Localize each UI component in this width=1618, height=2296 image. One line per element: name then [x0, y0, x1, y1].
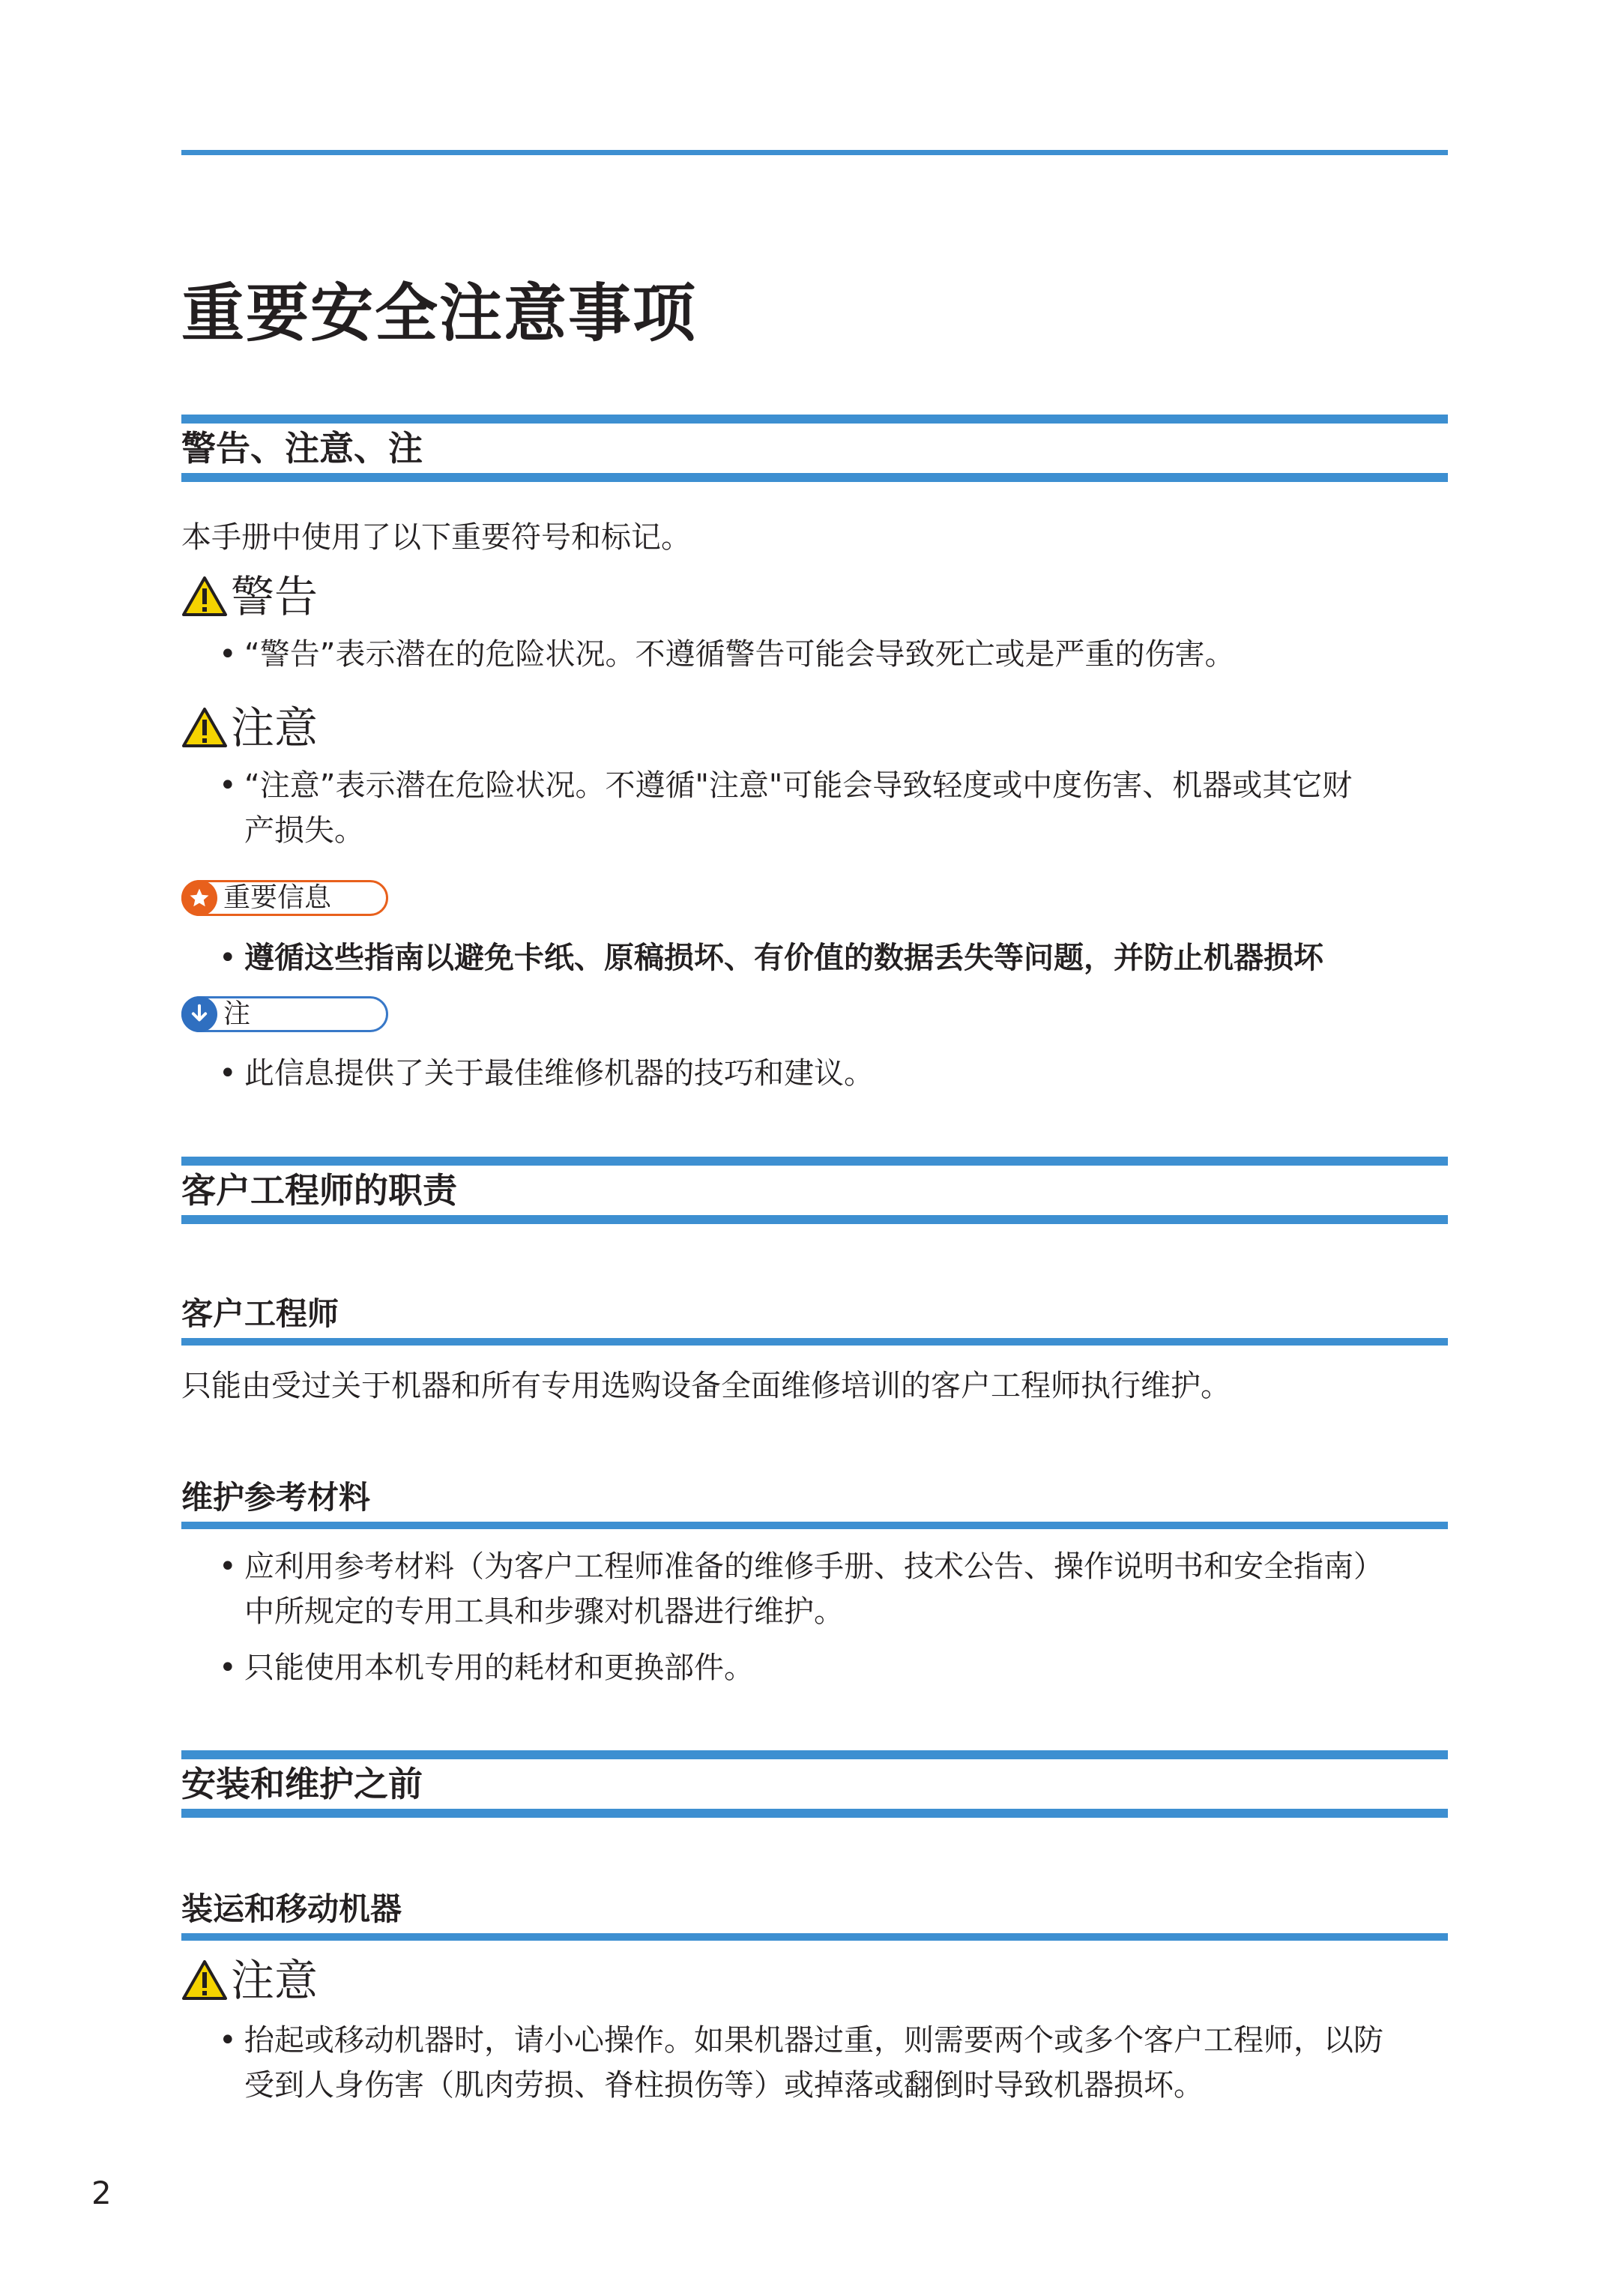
- subsection-title: 装运和移动机器: [181, 1890, 402, 1927]
- list-item: [219, 935, 1448, 980]
- page-number: 2: [91, 2175, 112, 2211]
- important-badge: [181, 880, 388, 916]
- bullet-dot: •: [219, 637, 237, 672]
- list-item: [219, 1645, 1448, 1690]
- subsection-rule: [181, 1522, 1448, 1529]
- page-title: 重要安全注意事项: [181, 277, 698, 350]
- arrow-down-icon: [181, 996, 217, 1032]
- important-label: 重要信息: [223, 882, 332, 913]
- list-item: [219, 632, 1448, 677]
- section-rule-bottom: [181, 1809, 1448, 1818]
- section-title: 客户工程师的职责: [181, 1170, 457, 1211]
- subsection-rule: [181, 1933, 1448, 1941]
- caution-label: 注意: [231, 1955, 319, 2006]
- caution-description-line1: “注意”表示潜在危险状况。不遵循"注意"可能会导致轻度或中度伤害、机器或其它财: [244, 768, 1353, 803]
- moving-caution-line1: 抬起或移动机器时，请小心操作。如果机器过重，则需要两个或多个客户工程师，以防: [244, 2023, 1383, 2058]
- moving-caution-line2: 受到人身伤害（肌肉劳损、脊柱损伤等）或掉落或翻倒时导致机器损坏。: [244, 2068, 1204, 2103]
- list-item: [219, 2018, 1448, 2108]
- caution-heading: [181, 1953, 318, 2007]
- intro-text: 本手册中使用了以下重要符号和标记。: [181, 520, 691, 555]
- warning-description: “警告”表示潜在的危险状况。不遵循警告可能会导致死亡或是严重的伤害。: [244, 637, 1235, 672]
- note-description: 此信息提供了关于最佳维修机器的技巧和建议。: [244, 1056, 874, 1091]
- bullet-dot: •: [219, 1056, 237, 1091]
- warning-triangle-icon: [181, 576, 228, 618]
- star-icon: [181, 880, 217, 916]
- note-badge: [181, 996, 388, 1032]
- bullet-dot: •: [219, 1651, 237, 1685]
- engineer-text: 只能由受过关于机器和所有专用选购设备全面维修培训的客户工程师执行维护。: [181, 1369, 1231, 1403]
- list-item: [219, 1051, 1448, 1096]
- caution-label: 注意: [231, 702, 319, 753]
- section-rule-bottom: [181, 1215, 1448, 1224]
- caution-triangle-icon: [181, 707, 228, 749]
- caution-description-line2: 产损失。: [244, 813, 364, 848]
- list-item: [219, 1544, 1448, 1634]
- section-rule-top: [181, 415, 1448, 424]
- bullet-dot: •: [219, 1549, 237, 1584]
- bullet-dot: •: [219, 2023, 237, 2058]
- reference-text-line1: 应利用参考材料（为客户工程师准备的维修手册、技术公告、操作说明书和安全指南）: [244, 1549, 1383, 1584]
- bullet-dot: •: [219, 941, 237, 975]
- consumables-text: 只能使用本机专用的耗材和更换部件。: [244, 1651, 754, 1685]
- warning-heading: [181, 570, 318, 624]
- section-title: 安装和维护之前: [181, 1764, 423, 1804]
- subsection-title: 维护参考材料: [181, 1479, 371, 1516]
- caution-heading: [181, 701, 318, 755]
- section-title: 警告、注意、注: [181, 428, 423, 468]
- list-item: [219, 763, 1448, 853]
- section-rule-bottom: [181, 473, 1448, 482]
- subsection-rule: [181, 1338, 1448, 1346]
- caution-triangle-icon: [181, 1959, 228, 2001]
- warning-label: 警告: [231, 571, 319, 622]
- bullet-dot: •: [219, 768, 237, 803]
- note-label: 注: [223, 998, 251, 1029]
- important-description: 遵循这些指南以避免卡纸、原稿损坏、有价值的数据丢失等问题，并防止机器损坏: [244, 941, 1323, 975]
- section-rule-top: [181, 1157, 1448, 1166]
- top-rule: [181, 150, 1448, 155]
- reference-text-line2: 中所规定的专用工具和步骤对机器进行维护。: [244, 1594, 844, 1629]
- section-rule-top: [181, 1750, 1448, 1759]
- subsection-title: 客户工程师: [181, 1295, 339, 1332]
